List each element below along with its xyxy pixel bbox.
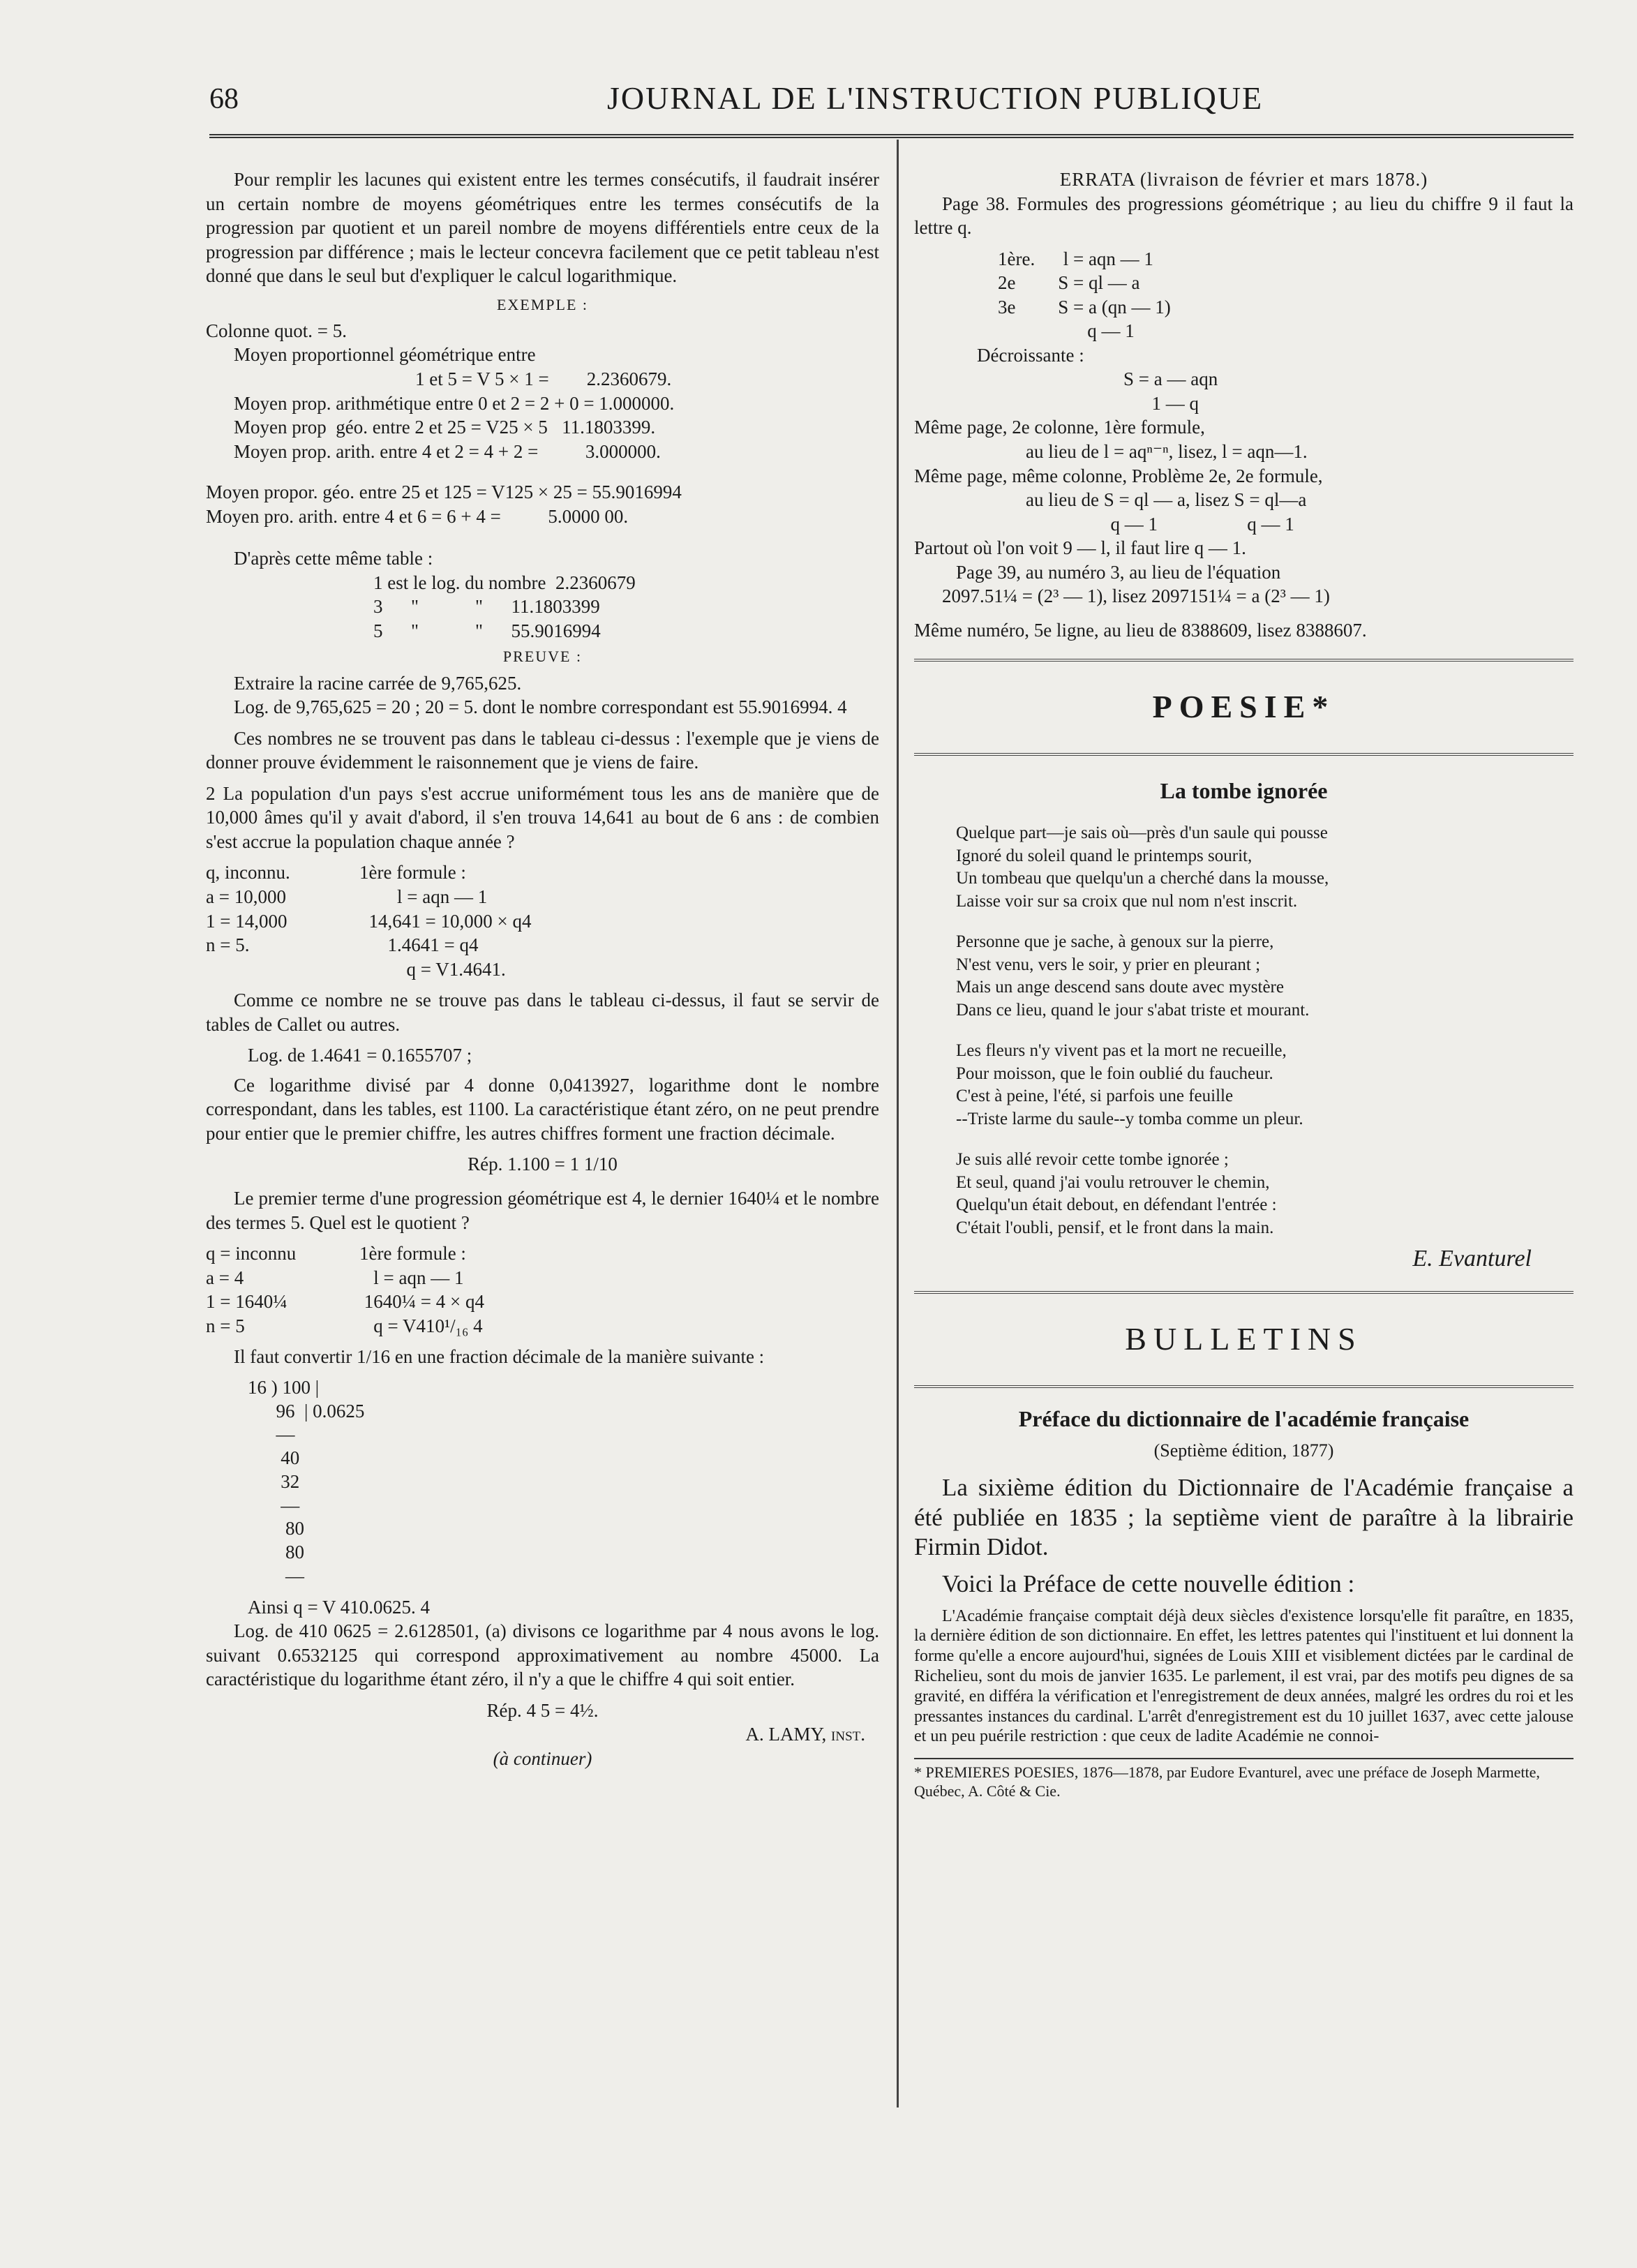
ce-log-paragraph: Ce logarithme divisé par 4 donne 0,0413927, logarithme dont le nombre correspondant, dans les tables, est 1100. La caractéristique étant zéro, on ne peut prendre pour entier que le premier chiffre, les autres chiffres forment une fraction décimale. (206, 1074, 879, 1144)
preface-paragraph-1: La sixième édition du Dictionnaire de l'Académie française a été publiée en 1835 ; la septième vient de paraître à la librairie Firmin Didot. (914, 1473, 1574, 1561)
poem-signature: E. Evanturel (1412, 1246, 1532, 1272)
moyen-line-2: Moyen prop. arithmétique entre 0 et 2 = 2 + 0 = 1.000000. (234, 392, 675, 414)
log3-paragraph: Log. de 410 0625 = 2.6128501, (a) divisons ce logarithme par 4 nous avons le log. suivant 0.6532125 qui correspond approximativement au nombre 45000. La caractéristique du logarithme étant zéro, il n'y a que le chiffre 4 qui soit entier. (206, 1620, 879, 1690)
long-division: 16 ) 100 | 96 | 0.0625 — 40 32 — 80 80 — (248, 1376, 365, 1586)
problem-3: Le premier terme d'une progression géométrique est 4, le dernier 1640¼ et le nombre des termes 5. Quel est le quotient ? (206, 1188, 879, 1233)
section-rule-3 (914, 1291, 1574, 1294)
moyen-line-6: Moyen pro. arith. entre 4 et 6 = 6 + 4 = 5.0000 00. (206, 505, 629, 527)
page39-line: Page 39, au numéro 3, au lieu de l'équation (956, 561, 1281, 583)
stanza-4-text: Je suis allé revoir cette tombe ignorée ; Et seul, quand j'ai voulu retrouver le chemin, Quelqu'un était debout, en défendant l'entrée : C'était l'oubli, pensif, et le front dans la main. (956, 1150, 1277, 1237)
colonne-line: Colonne quot. = 5. (206, 320, 347, 341)
table-line-2: 3 " " 11.1803399 (373, 596, 600, 618)
section-rule-4 (914, 1385, 1574, 1388)
problem-3-work (206, 1241, 879, 1338)
meme-page-2: Même page, même colonne, Problème 2e, 2e formule, (914, 465, 1323, 486)
problem-2-work (206, 860, 879, 981)
formula-4-denominator: 1 — q (1123, 392, 1199, 414)
poem-stanza-4 (956, 1149, 1574, 1239)
partout-line: Partout où l'on voit 9 — l, il faut lire q — 1. (914, 537, 1246, 559)
moyen-line-1b: 1 et 5 = V 5 × 1 = 2.2360679. (415, 368, 672, 389)
stanza-2-text: Personne que je sache, à genoux sur la pierre, N'est venu, vers le soir, y prier en pleurant ; Mais un ange descend sans doute avec mystère Dans ce lieu, quand le jour s'abat triste et mourant. (956, 932, 1310, 1020)
footnote: * PREMIERES POESIES, 1876—1878, par Eudore Evanturel, avec une préface de Joseph Marmette, Québec, A. Côté & Cie. (914, 1758, 1574, 1800)
decroissante-label: Décroissante : (977, 344, 1084, 366)
problem-2-formula: 1ère formule : l = aqn — 1 14,641 = 10,000 × q4 1.4641 = q4 q = V1.4641. (359, 862, 532, 980)
poem-stanza-3 (956, 1040, 1574, 1131)
table-line-3: 5 " " 55.9016994 (373, 620, 601, 641)
exemple-label: EXEMPLE : (496, 295, 589, 313)
formula-2: 2e S = ql — a (998, 272, 1140, 294)
moyen-line-3: Moyen prop géo. entre 2 et 25 = V25 × 5 11.1803399. (234, 417, 656, 438)
formula-1: 1ère. l = aqn — 1 (998, 248, 1153, 269)
page39-equation: 2097.51¼ = (2³ — 1), lisez 2097151¼ = a (2³ — 1) (942, 585, 1330, 607)
left-column (206, 167, 879, 1770)
meme-numero-line: Même numéro, 5e ligne, au lieu de 8388609, lisez 8388607. (914, 619, 1367, 641)
comme-paragraph: Comme ce nombre ne se trouve pas dans le tableau ci-dessus, il faut se servir de tables de Callet ou autres. (206, 990, 879, 1035)
continuer-note: (à continuer) (493, 1747, 592, 1769)
poem-stanza-2 (956, 931, 1574, 1022)
right-column (914, 167, 1574, 1800)
convertir-paragraph: Il faut convertir 1/16 en une fraction décimale de la manière suivante : (234, 1346, 765, 1368)
log2-line: Log. de 1.4641 = 0.1655707 ; (248, 1045, 472, 1066)
moyen-line-5: Moyen propor. géo. entre 25 et 125 = V125 × 25 = 55.9016994 (206, 482, 682, 503)
meme-page-2b: au lieu de S = ql — a, lisez S = ql—a (1026, 489, 1307, 511)
preface-body: L'Académie française comptait déjà deux siècles d'existence lorsqu'elle fit paraître, en 1835, la dernière édition de son dictionnaire. En effet, les lettres patentes qui l'instituent et lui donnent la forme qu'elle a encore aujourd'hui, signées de Louis XIII et visiblement dictées par le cardinal de Richelieu, sont du mois de janvier 1635. Le parlement, il est vrai, par des motifs peu dignes de sa gravité, en différa la vérification et l'enregistrement de deux années, malgré les ordres du roi et les pressantes instances du cardinal. L'arrêt d'enregistrement est du 10 juillet 1637, avec cette jalouse et un peu puérile restriction : que ceux de ladite Académie ne connoi- (914, 1606, 1574, 1746)
problem-2-given: q, inconnu. a = 10,000 1 = 14,000 n = 5. (206, 862, 290, 956)
formula-4: S = a — aqn (1123, 368, 1218, 390)
page-number: 68 (209, 83, 239, 115)
author-signature: A. LAMY, inst. (745, 1724, 865, 1745)
journal-title: JOURNAL DE L'INSTRUCTION PUBLIQUE (607, 80, 1264, 116)
table-line-1: 1 est le log. du nombre 2.2360679 (373, 572, 636, 593)
errata-intro: Page 38. Formules des progressions géométrique ; au lieu du chiffre 9 il faut la lettre q. (914, 193, 1574, 239)
stanza-1-text: Quelque part—je sais où—près d'un saule qui pousse Ignoré du soleil quand le printemps sourit, Un tombeau que quelqu'un a cherché dans la mousse, Laisse voir sur sa croix que nul nom n'est inscrit. (956, 823, 1329, 911)
preuve-label: PREUVE : (502, 648, 583, 666)
running-head (195, 70, 1563, 126)
stanza-3-text: Les fleurs n'y vivent pas et la mort ne recueille, Pour moisson, que le foin oublié du faucheur. C'est à peine, l'été, si parfois une feuille --Triste larme du saule--y tomba comme un pleur. (956, 1041, 1303, 1128)
meme-page-1: Même page, 2e colonne, 1ère formule, (914, 417, 1205, 438)
poesie-heading: POESIE* (1152, 689, 1336, 725)
formula-3-denominator: q — 1 (998, 320, 1135, 342)
extraire-line: Extraire la racine carrée de 9,765,625. (234, 672, 522, 694)
problem-2: 2 La population d'un pays s'est accrue uniformément tous les ans de manière que de 10,000 âmes qu'il y avait d'abord, il s'en trouva 14,641 au bout de 6 ans : de combien s'est accrue la population chaque année ? (206, 782, 879, 852)
preface-title: Préface du dictionnaire de l'académie française (1018, 1405, 1470, 1431)
reponse-2: Rép. 4 5 = 4½. (486, 1699, 599, 1721)
section-rule-2 (914, 753, 1574, 756)
log-line: Log. de 9,765,625 = 20 ; 20 = 5. dont le nombre correspondant est 55.9016994. 4 (234, 696, 847, 718)
poem-stanza-1 (956, 822, 1574, 913)
problem-3-given: q = inconnu a = 4 1 = 1640¼ n = 5 (206, 1243, 297, 1336)
formula-3: 3e S = a (qn — 1) (998, 296, 1171, 318)
errata-title: ERRATA (livraison de février et mars 1878.) (1059, 169, 1428, 190)
moyen-line-4: Moyen prop. arith. entre 4 et 2 = 4 + 2 = 3.000000. (234, 440, 661, 462)
preface-paragraph-2: Voici la Préface de cette nouvelle édition : (942, 1569, 1355, 1597)
problem-3-formula: 1ère formule : l = aqn — 1 1640¼ = 4 × q4 q = V410¹/₁₆ 4 (359, 1243, 484, 1336)
preface-subtitle: (Septième édition, 1877) (1153, 1440, 1334, 1461)
poem-title: La tombe ignorée (1160, 778, 1328, 804)
meme-page-2c: q — 1 q — 1 (1026, 513, 1294, 535)
intro-paragraph: Pour remplir les lacunes qui existent entre les termes consécutifs, il faudrait insérer un certain nombre de moyens géométriques entre les termes consécutifs de la progression par quotient et un pareil nombre de moyens différentiels entre ceux de la progression par différence ; mais le lecteur concevra facilement que ce petit tableau n'est donné que dans le seul but d'expliquer le calcul logarithmique. (206, 169, 879, 287)
apres-line: D'après cette même table : (234, 548, 433, 569)
reponse-1: Rép. 1.100 = 1 1/10 (468, 1154, 618, 1175)
column-divider (897, 140, 899, 2107)
meme-page-1b: au lieu de l = aqⁿ⁻ⁿ, lisez, l = aqn—1. (1026, 441, 1308, 463)
ces-nombres-paragraph: Ces nombres ne se trouvent pas dans le tableau ci-dessus : l'exemple que je viens de donner prouve évidemment le raisonnement que je viens de faire. (206, 727, 879, 773)
section-rule-1 (914, 659, 1574, 662)
ainsi-line: Ainsi q = V 410.0625. 4 (248, 1596, 431, 1618)
moyen-line-1: Moyen proportionnel géométrique entre (234, 344, 536, 366)
header-rule (209, 134, 1574, 138)
bulletins-heading: BULLETINS (1125, 1320, 1363, 1357)
